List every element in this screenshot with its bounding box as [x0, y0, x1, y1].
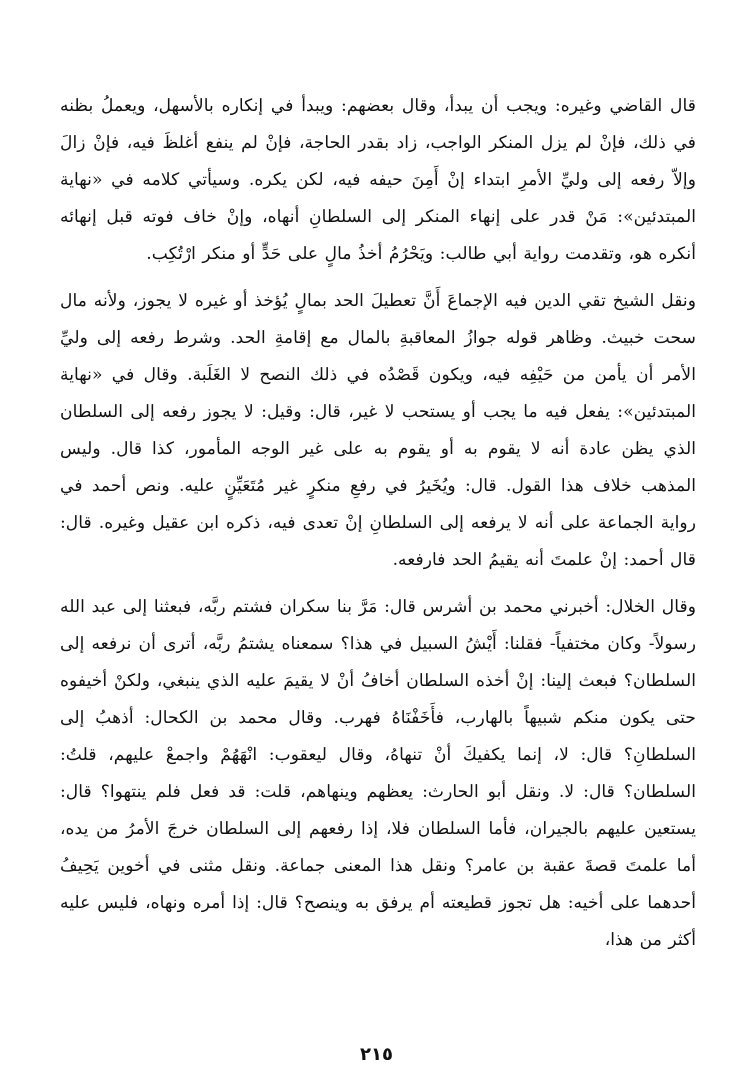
paragraph-1: قال القاضي وغيره: ويجب أن يبدأ، وقال بعضهم: ويبدأ في إنكاره بالأسهل، ويعملُ بظنه في ذلك، فإنْ لم يزل المنكر الواجب، زاد بقدر الحاجة، فإنْ لم ينفع أغلظَ فيه، فإنْ زالَ وإلاّ رفعه إلى وليِّ الأمرِ ابتداء إنْ أَمِنَ حيفه فيه، لكن يكره. وسيأتي كلامه في «نهاية المبتدئين»: مَنْ قدر على إنهاء المنكر إلى السلطانِ أنهاه، وإنْ خاف فوته قبل إنهائه أنكره هو، وتقدمت رواية أبي طالب: ويَحْرُمُ أخذُ مالٍ على حَدٍّ أو منكر ارْتُكِب. — [60, 96, 696, 264]
page-number: ٢١٥ — [360, 1044, 393, 1065]
paragraph-3: وقال الخلال: أخبرني محمد بن أشرس قال: مَرَّ بنا سكران فشتم ربَّه، فبعثنا إلى عبد الله رسولاً- وكان مختفياً- فقلنا: أَيْشُ السبيل في هذا؟ سمعناه يشتمُ ربَّه، أترى أن نرفعه إلى السلطان؟ فبعث إلينا: إنْ أخذه السلطان أخافُ أنْ لا يقيمَ عليه الذي ينبغي، ولكنْ أخيفوه حتى يكون منكم شبيهاً بالهارب، فأَخَفْنَاهُ فهرب. وقال محمد بن الكحال: أذهبُ إلى السلطانِ؟ قال: لا، إنما يكفيكَ أنْ تنهاهُ، وقال ليعقوب: انْهَهُمْ واجمعْ عليهم، قلتُ: السلطان؟ قال: لا. ونقل أبو الحارث: يعظهم وينهاهم، قلت: قد فعل فلم ينتهوا؟ قال: يستعين عليهم بالجيران، فأما السلطان فلا، إذا رفعهم إلى السلطان خرجَ الأمرُ من يده، أما علمتَ قصةَ عقبة بن عامر؟ ونقل هذا المعنى جماعة. ونقل مثنى في أخوين يَحِيفُ أحدهما على أخيه: هل تجوز قطيعته أم يرفق به وينصح؟ قال: إذا أمره ونهاه، فليس عليه أكثر من هذا، — [60, 597, 696, 950]
page-body — [60, 88, 696, 959]
paragraph-2: ونقل الشيخ تقي الدين فيه الإجماعَ أَنَّ تعطيلَ الحد بمالٍ يُؤخذ أو غيره لا يجوز، ولأنه مال سحت خبيث. وظاهر قوله جوازُ المعاقبةِ بالمال مع إقامةِ الحد. وشرط رفعه إلى وليِّ الأمر أن يأمن من حَيْفِه فيه، ويكون قَصْدُه في ذلك النصح لا الغَلَبة. وقال في «نهاية المبتدئين»: يفعل فيه ما يجب أو يستحب لا غير، قال: وقيل: لا يجوز رفعه إلى السلطان الذي يظن عادة أنه لا يقوم به أو يقوم به على غير الوجه المأمور، كذا قال. وليس المذهب خلاف هذا القول. قال: ويُخَيرُ في رفعِ منكرٍ غير مُتَعَيِّنٍ عليه. ونص أحمد في رواية الجماعة على أنه لا يرفعه إلى السلطانِ إنْ تعدى فيه، ذكره ابن عقيل وغيره. قال: قال أحمد: إنْ علمتَ أنه يقيمُ الحد فارفعه. — [60, 291, 696, 570]
